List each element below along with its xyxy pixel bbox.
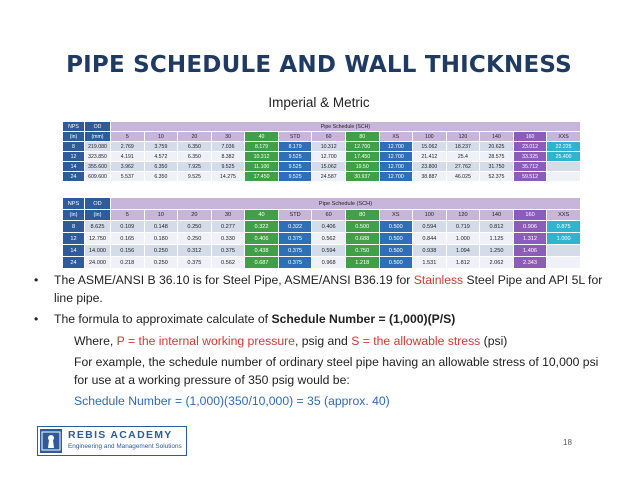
schedule-col-header: 160 (513, 210, 547, 221)
thickness-cell: 9.525 (278, 172, 312, 182)
bullet-standards: • The ASME/ANSI B 36.10 is for Steel Pipe, ASME/ANSI B36.19 for Stainless Steel Pipe and API 5L for line pipe. (34, 273, 603, 305)
thickness-cell: 0.500 (379, 245, 413, 257)
thickness-cell: 8.179 (245, 142, 279, 152)
thickness-cell (547, 162, 581, 172)
thickness-cell: 35.712 (513, 162, 547, 172)
od-cell: 8.625 (85, 221, 111, 233)
thickness-cell: 6.350 (178, 142, 212, 152)
thickness-cell: 7.925 (178, 162, 212, 172)
thickness-cell: 0.438 (245, 245, 279, 257)
schedule-col-header: 20 (178, 132, 212, 142)
schedule-number-formula: Schedule Number = (1,000)(P/S) (271, 312, 456, 326)
thickness-cell: 22.225 (547, 142, 581, 152)
nps-cell: 24 (63, 172, 85, 182)
thickness-cell: 0.688 (345, 233, 379, 245)
thickness-cell: 0.938 (413, 245, 447, 257)
thickness-cell: 0.322 (278, 221, 312, 233)
nps-cell: 12 (63, 233, 85, 245)
thickness-cell: 12.700 (379, 162, 413, 172)
thickness-cell: 0.250 (144, 245, 178, 257)
od-cell: 24.000 (85, 257, 111, 269)
slide-subtitle: Imperial & Metric (268, 95, 370, 110)
schedule-col-header: 40 (245, 210, 279, 221)
od-cell: 14.000 (85, 245, 111, 257)
thickness-cell: 0.594 (312, 245, 346, 257)
od-unit: (mm) (85, 132, 111, 142)
keyhole-icon (40, 429, 62, 453)
od-header: OD (85, 122, 111, 132)
nps-header: NPS (63, 198, 85, 210)
schedule-col-header: 10 (144, 210, 178, 221)
schedule-col-header: 160 (513, 132, 547, 142)
thickness-cell: 1.406 (513, 245, 547, 257)
thickness-cell: 12.700 (312, 152, 346, 162)
table-row (63, 152, 581, 162)
thickness-cell: 12.700 (379, 152, 413, 162)
od-unit: (in) (85, 210, 111, 221)
thickness-cell: 0.719 (446, 221, 480, 233)
example-formula: Schedule Number = (1,000)(350/10,000) = 35 (approx. 40) (74, 394, 390, 408)
schedule-col-header: 140 (480, 210, 514, 221)
schedule-col-header: 60 (312, 132, 346, 142)
schedule-col-header: 20 (178, 210, 212, 221)
thickness-cell: 17.450 (245, 172, 279, 182)
thickness-cell: 31.750 (480, 162, 514, 172)
thickness-cell: 10.312 (245, 152, 279, 162)
thickness-cell: 15.062 (413, 142, 447, 152)
thickness-cell: 9.525 (211, 162, 245, 172)
thickness-cell: 17.450 (345, 152, 379, 162)
thickness-cell: 8.179 (278, 142, 312, 152)
thickness-cell: 0.500 (345, 221, 379, 233)
thickness-cell: 0.594 (413, 221, 447, 233)
thickness-cell: 1.125 (480, 233, 514, 245)
schedule-col-header: 30 (211, 210, 245, 221)
nps-cell: 8 (63, 142, 85, 152)
thickness-cell: 0.330 (211, 233, 245, 245)
thickness-cell: 30.937 (345, 172, 379, 182)
thickness-cell: 0.406 (245, 233, 279, 245)
rebis-logo (37, 426, 187, 456)
thickness-cell: 1.812 (446, 257, 480, 269)
thickness-cell: 23.012 (513, 142, 547, 152)
thickness-cell: 0.375 (278, 257, 312, 269)
thickness-cell: 1.250 (480, 245, 514, 257)
thickness-cell: 14.275 (211, 172, 245, 182)
thickness-cell: 25.400 (547, 152, 581, 162)
thickness-cell: 4.191 (111, 152, 145, 162)
thickness-cell: 0.687 (245, 257, 279, 269)
table-row (63, 257, 581, 269)
thickness-cell: 1.218 (345, 257, 379, 269)
thickness-cell: 0.375 (211, 245, 245, 257)
schedule-col-header: 60 (312, 210, 346, 221)
table-row (63, 142, 581, 152)
thickness-cell: 10.312 (312, 142, 346, 152)
example-text: For example, the schedule number of ordinary steel pipe having an allowable stress of 10,000 psi for use at a working pressure of 350 psig would be: (74, 355, 599, 387)
thickness-cell: 0.500 (379, 233, 413, 245)
thickness-cell: 0.109 (111, 221, 145, 233)
thickness-cell: 0.812 (480, 221, 514, 233)
thickness-cell: 0.562 (312, 233, 346, 245)
table-row (63, 162, 581, 172)
table-row (63, 233, 581, 245)
table-row (63, 172, 581, 182)
thickness-cell: 12.700 (379, 172, 413, 182)
table-row (63, 245, 581, 257)
thickness-cell (547, 257, 581, 269)
thickness-cell: 0.906 (513, 221, 547, 233)
thickness-cell: 27.762 (446, 162, 480, 172)
schedule-col-header: 30 (211, 132, 245, 142)
schedule-col-header: 120 (446, 132, 480, 142)
thickness-cell: 0.180 (144, 233, 178, 245)
thickness-cell: 20.625 (480, 142, 514, 152)
page-number: 18 (563, 438, 572, 447)
logo-name: REBIS ACADEMY (68, 429, 173, 441)
thickness-cell: 0.312 (178, 245, 212, 257)
thickness-cell: 59.512 (513, 172, 547, 182)
nps-cell: 14 (63, 245, 85, 257)
thickness-cell: 9.525 (278, 152, 312, 162)
thickness-cell: 0.165 (111, 233, 145, 245)
thickness-cell: 0.148 (144, 221, 178, 233)
thickness-cell: 2.062 (480, 257, 514, 269)
thickness-cell: 0.406 (312, 221, 346, 233)
thickness-cell: 0.250 (178, 233, 212, 245)
table-row (63, 221, 581, 233)
schedule-col-header: 5 (111, 132, 145, 142)
schedule-col-header: STD (278, 132, 312, 142)
thickness-cell: 0.844 (413, 233, 447, 245)
nps-cell: 24 (63, 257, 85, 269)
thickness-cell: 6.350 (144, 172, 178, 182)
od-cell: 355.600 (85, 162, 111, 172)
thickness-cell: 19.50 (345, 162, 379, 172)
nps-unit: (in) (63, 210, 85, 221)
nps-cell: 12 (63, 152, 85, 162)
pressure-definition: P = the internal working pressure (116, 333, 295, 348)
schedule-col-header: 40 (245, 132, 279, 142)
od-cell: 609.600 (85, 172, 111, 182)
thickness-cell: 8.382 (211, 152, 245, 162)
thickness-cell (547, 172, 581, 182)
thickness-cell: 0.322 (245, 221, 279, 233)
nps-header: NPS (63, 122, 85, 132)
thickness-cell: 18.237 (446, 142, 480, 152)
stress-definition: S = the allowable stress (351, 333, 481, 348)
schedule-col-header: 80 (345, 210, 379, 221)
od-header: OD (85, 198, 111, 210)
stainless-highlight: Stainless (413, 273, 464, 287)
thickness-cell: 0.562 (211, 257, 245, 269)
thickness-cell (547, 245, 581, 257)
thickness-cell: 1.000 (547, 233, 581, 245)
schedule-title: Pipe Schedule (SCH) (111, 198, 581, 210)
thickness-cell: 0.218 (111, 257, 145, 269)
thickness-cell: 6.350 (178, 152, 212, 162)
thickness-cell: 0.250 (144, 257, 178, 269)
thickness-cell: 0.875 (547, 221, 581, 233)
schedule-col-header: XXS (547, 132, 581, 142)
thickness-cell: 38.887 (413, 172, 447, 182)
thickness-cell: 0.750 (345, 245, 379, 257)
schedule-col-header: 120 (446, 210, 480, 221)
od-cell: 323.850 (85, 152, 111, 162)
schedule-col-header: 80 (345, 132, 379, 142)
thickness-cell: 0.250 (178, 221, 212, 233)
thickness-cell: 52.375 (480, 172, 514, 182)
nps-cell: 14 (63, 162, 85, 172)
logo-tagline: Engineering and Management Solutions (68, 443, 182, 450)
thickness-cell: 6.350 (144, 162, 178, 172)
thickness-cell: 0.375 (278, 245, 312, 257)
schedule-col-header: 140 (480, 132, 514, 142)
imperial-schedule-table (62, 197, 581, 269)
od-cell: 12.750 (85, 233, 111, 245)
thickness-cell: 0.277 (211, 221, 245, 233)
schedule-col-header: 5 (111, 210, 145, 221)
thickness-cell: 0.156 (111, 245, 145, 257)
schedule-col-header: XS (379, 132, 413, 142)
thickness-cell: 21.412 (413, 152, 447, 162)
thickness-cell: 1.531 (413, 257, 447, 269)
thickness-cell: 2.343 (513, 257, 547, 269)
thickness-cell: 0.500 (379, 221, 413, 233)
thickness-cell: 1.000 (446, 233, 480, 245)
thickness-cell: 46.025 (446, 172, 480, 182)
thickness-cell: 0.500 (379, 257, 413, 269)
bullet-list (34, 272, 614, 411)
thickness-cell: 1.312 (513, 233, 547, 245)
thickness-cell: 0.968 (312, 257, 346, 269)
thickness-cell: 4.572 (144, 152, 178, 162)
thickness-cell: 2.769 (111, 142, 145, 152)
bullet-dot-icon: • (34, 312, 39, 326)
thickness-cell: 33.325 (513, 152, 547, 162)
thickness-cell: 0.375 (278, 233, 312, 245)
thickness-cell: 9.525 (278, 162, 312, 172)
thickness-cell: 9.525 (178, 172, 212, 182)
thickness-cell: 11.100 (245, 162, 279, 172)
nps-cell: 8 (63, 221, 85, 233)
thickness-cell: 3.962 (111, 162, 145, 172)
where-line: Where, P = the internal working pressure, psig and S = the allowable stress (psi) (74, 333, 508, 348)
schedule-col-header: 10 (144, 132, 178, 142)
bullet-dot-icon: • (34, 273, 39, 287)
thickness-cell: 5.537 (111, 172, 145, 182)
slide-title: PIPE SCHEDULE AND WALL THICKNESS (66, 52, 572, 78)
thickness-cell: 3.759 (144, 142, 178, 152)
thickness-cell: 1.094 (446, 245, 480, 257)
schedule-col-header: XS (379, 210, 413, 221)
schedule-col-header: STD (278, 210, 312, 221)
nps-unit: (in) (63, 132, 85, 142)
od-cell: 219.080 (85, 142, 111, 152)
thickness-cell: 7.036 (211, 142, 245, 152)
metric-schedule-table (62, 121, 581, 182)
thickness-cell: 28.575 (480, 152, 514, 162)
thickness-cell: 25.4 (446, 152, 480, 162)
thickness-cell: 12.700 (379, 142, 413, 152)
schedule-title: Pipe Schedule (SCH) (111, 122, 581, 132)
thickness-cell: 23.800 (413, 162, 447, 172)
schedule-col-header: 100 (413, 210, 447, 221)
bullet-formula: • The formula to approximate calculate of Schedule Number = (1,000)(P/S) (34, 311, 614, 329)
thickness-cell: 0.375 (178, 257, 212, 269)
schedule-col-header: XXS (547, 210, 581, 221)
thickness-cell: 24.587 (312, 172, 346, 182)
schedule-col-header: 100 (413, 132, 447, 142)
thickness-cell: 15.062 (312, 162, 346, 172)
thickness-cell: 12.700 (345, 142, 379, 152)
